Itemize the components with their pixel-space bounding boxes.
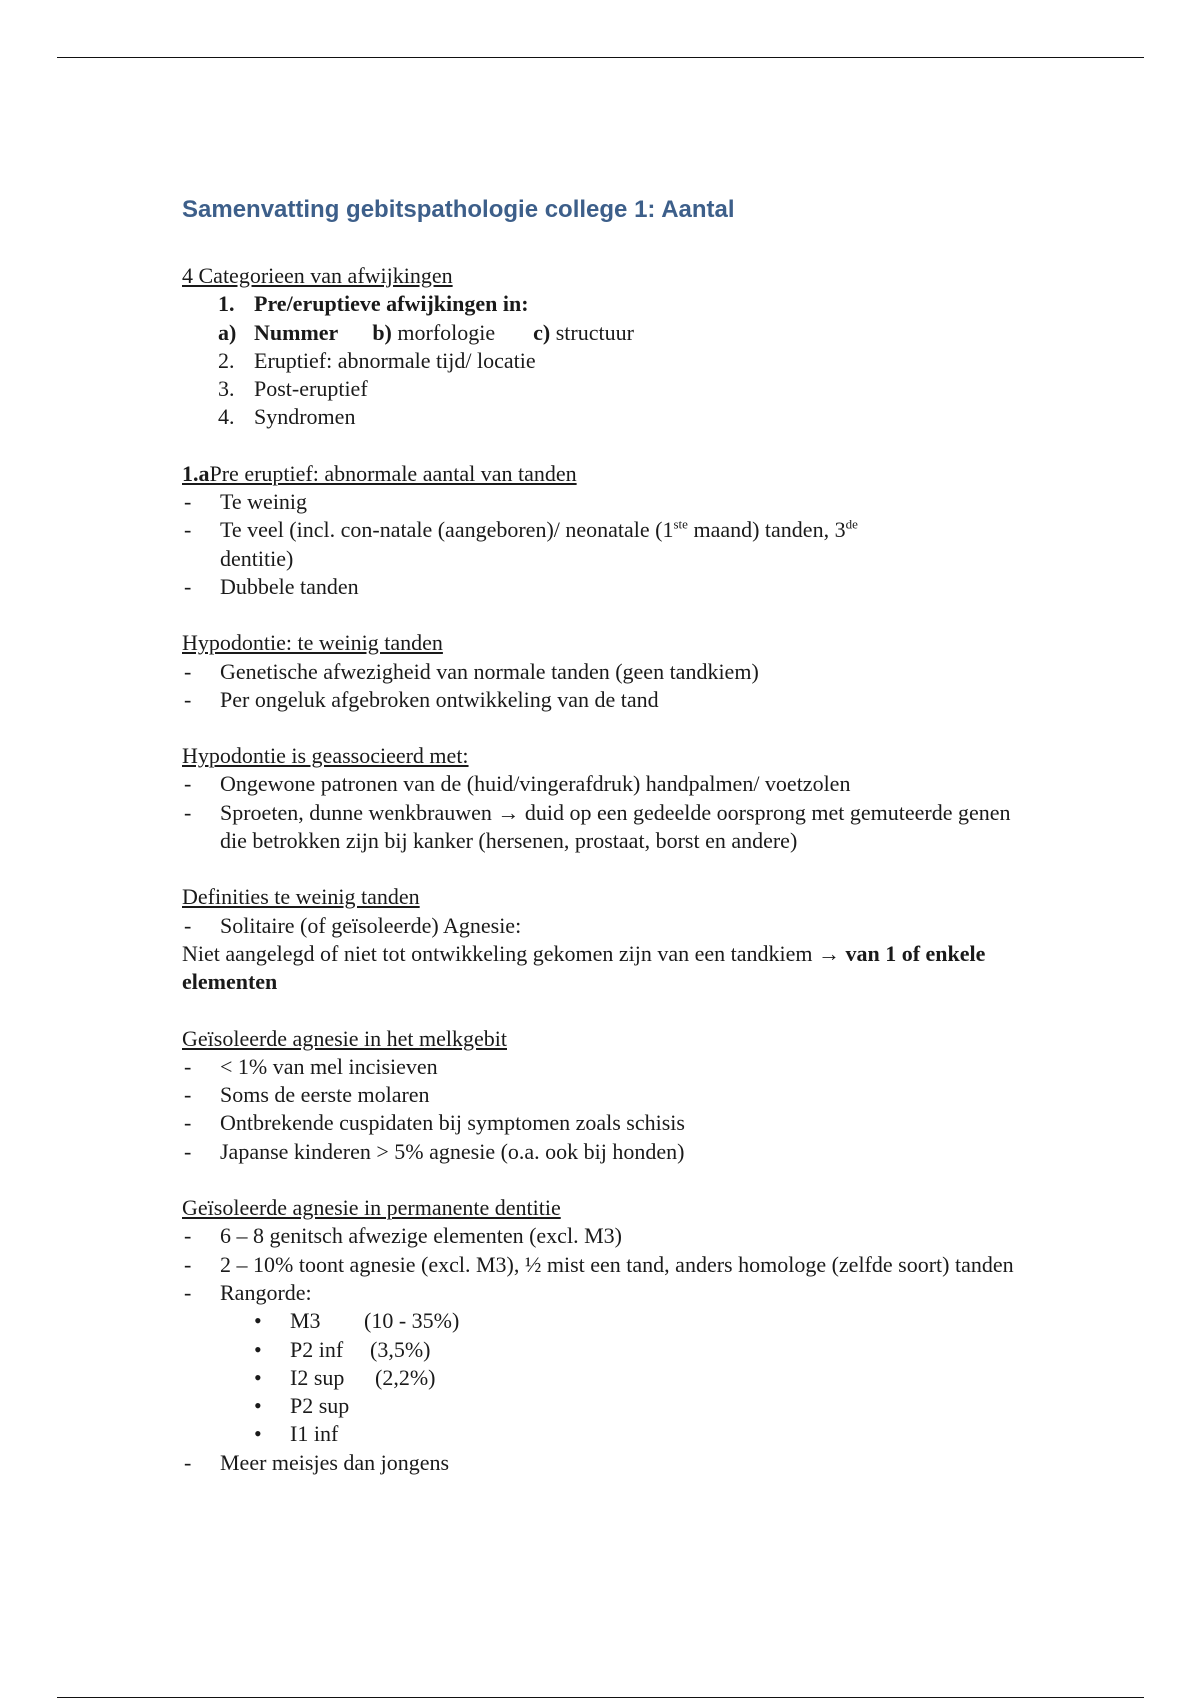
list-item: - < 1% van mel incisieven: [184, 1053, 438, 1079]
section-heading: Geïsoleerde agnesie in permanente dentitie: [182, 1195, 561, 1221]
section-heading: Definities te weinig tanden: [182, 884, 420, 910]
section-hypodontie: [182, 629, 1042, 714]
list-item: - Genetische afwezigheid van normale tanden (geen tandkiem): [184, 658, 759, 684]
section-melkgebit: [182, 1025, 1042, 1166]
list-item: - Ongewone patronen van de (huid/vingerafdruk) handpalmen/ voetzolen: [184, 771, 851, 797]
footer-rule: [57, 1697, 1144, 1698]
list-item: - Japanse kinderen > 5% agnesie (o.a. ook bij honden): [184, 1138, 685, 1164]
page-title: Samenvatting gebitspathologie college 1: Aantal: [182, 196, 735, 223]
section-heading: Hypodontie is geassocieerd met:: [182, 743, 469, 769]
list-item: 3. Post-eruptief: [218, 376, 368, 402]
ranking-item: • I1 inf: [182, 1420, 1042, 1448]
list-item: - Te veel (incl. con-natale (aangeboren)/ neonatale (1ste maand) tanden, 3de dentitie): [184, 517, 858, 571]
list-item: - 6 – 8 genitsch afwezige elementen (excl. M3): [184, 1223, 622, 1249]
list-item: - Sproeten, dunne wenkbrauwen → duid op een gedeelde oorsprong met gemuteerde genen die betrokken zijn bij kanker (hersenen, prostaat, borst en andere): [184, 799, 1011, 854]
section-definities: [182, 883, 1042, 996]
bullet-icon: •: [254, 1336, 262, 1362]
definition-paragraph: Niet aangelegd of niet tot ontwikkeling gekomen zijn van een tandkiem → van 1 of enkele elementen: [182, 940, 986, 995]
section-heading: Hypodontie: te weinig tanden: [182, 630, 443, 656]
list-item: - Solitaire (of geïsoleerde) Agnesie:: [184, 912, 522, 938]
list-item: - Per ongeluk afgebroken ontwikkeling van de tand: [184, 686, 659, 712]
bullet-icon: •: [254, 1364, 262, 1390]
section-heading: 4 Categorieen van afwijkingen: [182, 263, 453, 288]
header-rule: [57, 57, 1144, 58]
list-item: 2. Eruptief: abnormale tijd/ locatie: [218, 347, 536, 373]
bullet-icon: •: [254, 1308, 262, 1334]
section-heading: 1.aPre eruptief: abnormale aantal van tanden: [182, 460, 577, 486]
list-item: - Meer meisjes dan jongens: [184, 1449, 450, 1475]
ranking-item: • P2 inf (3,5%): [182, 1336, 1042, 1364]
ranking-item: • M3 (10 - 35%): [182, 1307, 1042, 1335]
section-permanent: [182, 1194, 1042, 1477]
ranking-item: • I2 sup (2,2%): [182, 1364, 1042, 1392]
section-heading: Geïsoleerde agnesie in het melkgebit: [182, 1025, 507, 1051]
section-categories: [182, 262, 1042, 432]
ranking-item: • P2 sup: [182, 1392, 1042, 1420]
document-body: [182, 192, 1042, 1505]
bullet-icon: •: [254, 1421, 262, 1447]
bullet-icon: •: [254, 1393, 262, 1419]
list-item: - Rangorde:: [184, 1279, 312, 1305]
sub-list: a) Nummer b) morfologie c) structuur: [218, 319, 634, 345]
list-item: 1. Pre/eruptieve afwijkingen in:: [218, 291, 529, 317]
list-item: 4. Syndromen: [218, 404, 356, 430]
list-item: - Dubbele tanden: [184, 573, 359, 599]
list-item: - Soms de eerste molaren: [184, 1082, 430, 1108]
list-item: - 2 – 10% toont agnesie (excl. M3), ½ mist een tand, anders homologe (zelfde soort) tanden: [184, 1251, 1014, 1277]
list-item: - Ontbrekende cuspidaten bij symptomen zoals schisis: [184, 1110, 685, 1136]
section-geassocieerd: [182, 742, 1042, 855]
section-1a: [182, 460, 1042, 601]
list-item: - Te weinig: [184, 489, 308, 515]
